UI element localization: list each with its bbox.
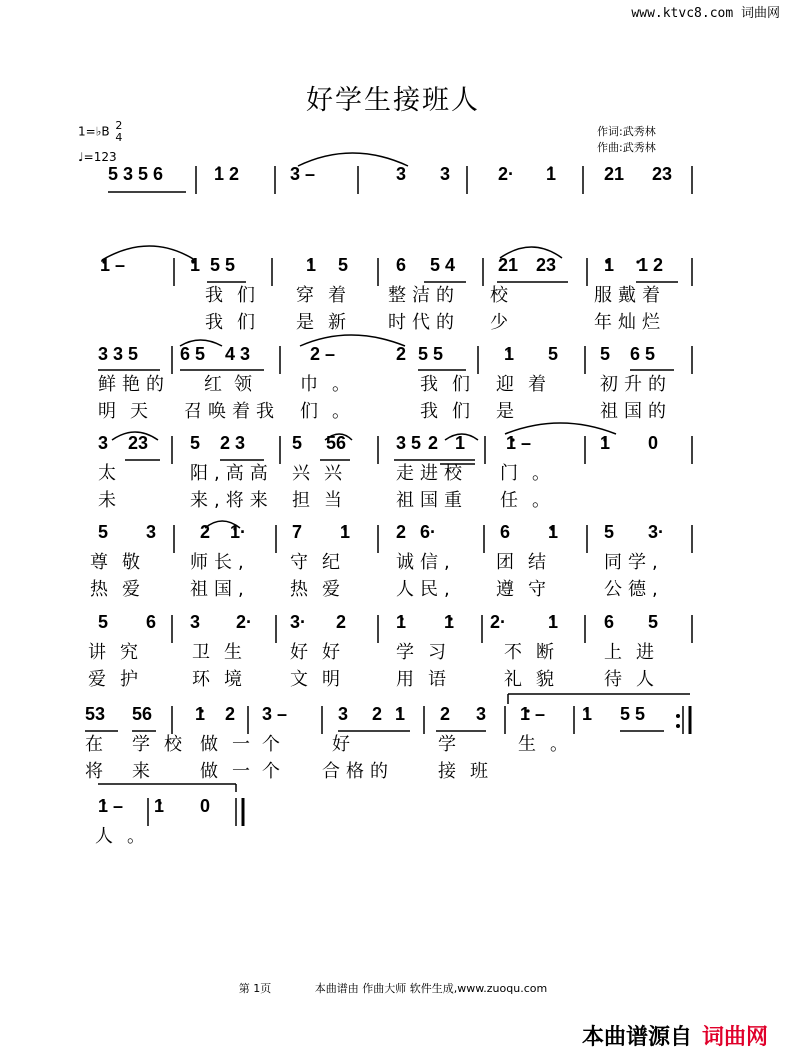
- lyric-word: 初升的: [600, 374, 672, 395]
- lyric-word: 穿着: [296, 285, 360, 306]
- note-group: 1: [546, 164, 557, 184]
- lyric-word: 热爱: [290, 579, 354, 600]
- note-group: 2: [440, 704, 451, 724]
- note-group: 1: [395, 704, 406, 724]
- note-group: 1: [548, 612, 559, 632]
- note-group: 1: [455, 433, 466, 453]
- lyric-word: 接班: [438, 761, 502, 782]
- note-group: 5 4: [430, 255, 456, 275]
- lyric-word: 团结: [496, 552, 560, 573]
- note-group: 1 2: [638, 255, 664, 275]
- note-group: 1 2: [214, 164, 240, 184]
- note-group: 7: [292, 522, 303, 542]
- note-group: 2·: [490, 612, 507, 632]
- lyric-word: 用语: [396, 669, 460, 690]
- lyric-word: 年灿烂: [594, 312, 666, 333]
- lyric-word: 人。: [95, 826, 159, 847]
- lyric-word: 服戴着: [594, 285, 666, 306]
- note-group: 6 5: [180, 344, 206, 364]
- lyric-word: 担当: [292, 490, 356, 511]
- note-group: 5 3 5 6: [108, 164, 164, 184]
- lyric-word: 是: [496, 401, 528, 422]
- lyric-word: 巾。: [300, 374, 364, 395]
- composer: 作曲:武秀林: [597, 141, 656, 154]
- lyric-word: 将: [85, 761, 117, 782]
- lyric-word: 礼貌: [504, 669, 568, 690]
- lyric-word: 尊敬: [90, 552, 154, 573]
- lyric-word: 领: [234, 374, 266, 395]
- lyric-word: 个: [262, 734, 294, 755]
- lyric-word: 阳,高高: [190, 463, 274, 484]
- lyric-word: 走进校: [396, 463, 468, 484]
- note-group: 1: [340, 522, 351, 542]
- note-group: 3·: [290, 612, 307, 632]
- note-group: 2 3: [220, 433, 246, 453]
- lyric-word: 太: [98, 463, 130, 484]
- lyric-word: 召唤着我: [184, 401, 280, 422]
- note-group: 5: [338, 255, 349, 275]
- note-group: 2·: [236, 612, 253, 632]
- note-group: 5: [98, 522, 109, 542]
- note-group: 1: [195, 704, 206, 724]
- lyric-word: 兴兴: [292, 463, 356, 484]
- lyric-word: 学: [438, 734, 470, 755]
- tempo-mark: ♩=123: [78, 150, 117, 164]
- note-group: 6: [146, 612, 157, 632]
- note-group: 6·: [420, 522, 437, 542]
- note-group: 5 5: [210, 255, 236, 275]
- note-group: 3: [440, 164, 451, 184]
- note-group: 3: [146, 522, 157, 542]
- lyric-word: 生。: [518, 734, 582, 755]
- note-group: 2: [225, 704, 236, 724]
- note-group: 6: [396, 255, 407, 275]
- lyric-word: 我们: [420, 374, 484, 395]
- note-group: 5 5: [620, 704, 646, 724]
- lyric-word: 来: [132, 761, 164, 782]
- note-group: 1: [604, 255, 615, 275]
- lyric-word: 遵守: [496, 579, 560, 600]
- note-group: 1: [306, 255, 317, 275]
- note-group: 2: [396, 344, 407, 364]
- lyric-word: 校: [490, 285, 522, 306]
- note-group: 1: [582, 704, 593, 724]
- lyric-word: 不断: [504, 642, 568, 663]
- lyric-word: 是新: [296, 312, 360, 333]
- page-number: 第 1页: [238, 982, 272, 995]
- lyric-word: 好: [332, 734, 364, 755]
- lyric-word: 诚信,: [396, 552, 456, 573]
- note-group: 2: [428, 433, 439, 453]
- note-group: 5 5: [418, 344, 444, 364]
- note-group: 5: [600, 344, 611, 364]
- lyric-word: 好好: [290, 642, 354, 663]
- lyric-word: 待人: [604, 669, 668, 690]
- note-group: 5: [326, 433, 337, 453]
- note-group: 1: [190, 255, 201, 275]
- note-group: 3 –: [290, 164, 316, 184]
- note-group: 5: [98, 612, 109, 632]
- lyric-word: 上进: [604, 642, 668, 663]
- note-group: 1·: [230, 522, 247, 542]
- note-group: 5: [190, 433, 201, 453]
- note-group: 1: [154, 796, 165, 816]
- note-group: 3 3 5: [98, 344, 139, 364]
- note-group: 6 5: [630, 344, 656, 364]
- note-group: 1 –: [506, 433, 532, 453]
- lyric-word: 整洁的: [388, 285, 460, 306]
- note-group: 23: [536, 255, 557, 275]
- note-group: 1: [444, 612, 455, 632]
- lyric-word: 师长,: [190, 552, 250, 573]
- brand-banner[interactable]: [582, 1020, 768, 1051]
- note-group: 3 5: [396, 433, 422, 453]
- lyric-word: 明天: [98, 401, 162, 422]
- note-group: 21: [604, 164, 625, 184]
- note-group: 5: [604, 522, 615, 542]
- note-group: 3: [396, 164, 407, 184]
- lyric-word: 守纪: [290, 552, 354, 573]
- lyric-word: 环境: [192, 669, 256, 690]
- page-footer: [0, 980, 786, 996]
- lyric-word: 迎着: [496, 374, 560, 395]
- lyricist: 作词:武秀林: [597, 125, 656, 138]
- note-group: 0: [200, 796, 211, 816]
- lyric-word: 合格的: [322, 761, 394, 782]
- lyric-word: 少: [490, 312, 522, 333]
- lyric-word: 未: [98, 490, 130, 511]
- note-group: 0: [648, 433, 659, 453]
- lyric-word: 公德,: [604, 579, 664, 600]
- note-group: 1 –: [520, 704, 546, 724]
- note-group: 56: [132, 704, 153, 724]
- lyric-word: 文明: [290, 669, 354, 690]
- lyric-word: 做一: [200, 761, 264, 782]
- note-group: 5: [548, 344, 559, 364]
- lyric-word: 学校: [132, 734, 196, 755]
- lyric-word: 卫生: [192, 642, 256, 663]
- note-group: 3: [98, 433, 109, 453]
- lyric-word: 来,将来: [190, 490, 274, 511]
- lyric-word: 讲究: [88, 642, 152, 663]
- note-group: 5: [292, 433, 303, 453]
- lyric-word: 做一: [200, 734, 264, 755]
- lyric-word: 们。: [300, 401, 364, 422]
- note-group: 1: [548, 522, 559, 542]
- note-group: 3 –: [262, 704, 288, 724]
- lyric-word: 门。: [500, 463, 564, 484]
- note-group: 2: [200, 522, 211, 542]
- note-group: 21: [498, 255, 519, 275]
- lyric-word: 祖国,: [190, 579, 250, 600]
- lyric-word: 鲜艳的: [98, 374, 170, 395]
- note-group: 3: [338, 704, 349, 724]
- lyric-word: 个: [262, 761, 294, 782]
- lyric-word: 我们: [420, 401, 484, 422]
- note-group: 2: [396, 522, 407, 542]
- lyric-word: 爱护: [88, 669, 152, 690]
- note-group: 53: [85, 704, 106, 724]
- lyric-word: 我们: [205, 312, 269, 333]
- lyric-word: 我们: [205, 285, 269, 306]
- brand-site[interactable]: 词曲网: [701, 1025, 768, 1050]
- lyric-word: 学习: [396, 642, 460, 663]
- note-group: 5: [648, 612, 659, 632]
- note-group: 6: [336, 433, 347, 453]
- note-group: 3: [476, 704, 487, 724]
- lyric-word: 热爱: [90, 579, 154, 600]
- note-group: 1: [600, 433, 611, 453]
- lyric-word: 在: [85, 734, 117, 755]
- time-bottom: 4: [115, 131, 123, 144]
- key-label: 1=♭B: [78, 124, 110, 139]
- lyric-word: 时代的: [388, 312, 460, 333]
- footer-text: 本曲谱由 作曲大师 软件生成,www.zuoqu.com: [314, 982, 548, 995]
- note-group: 1 –: [98, 796, 124, 816]
- note-group: 2 –: [310, 344, 336, 364]
- note-group: 3: [190, 612, 201, 632]
- lyric-word: 红: [204, 374, 236, 395]
- site-url[interactable]: www.ktvc8.com 词曲网: [631, 6, 780, 21]
- lyric-word: 同学,: [604, 552, 664, 573]
- note-group: 2·: [498, 164, 515, 184]
- note-group: 6: [500, 522, 511, 542]
- lyric-word: 祖国重: [396, 490, 468, 511]
- note-group: 2: [336, 612, 347, 632]
- time-top: 2: [115, 119, 123, 132]
- note-group: 1: [504, 344, 515, 364]
- note-group: 3·: [648, 522, 665, 542]
- note-group: 2: [372, 704, 383, 724]
- note-group: 6: [604, 612, 615, 632]
- note-group: 23: [128, 433, 149, 453]
- note-group: 23: [652, 164, 673, 184]
- note-group: 1: [396, 612, 407, 632]
- lyric-word: 人民,: [396, 579, 456, 600]
- brand-text: 本曲谱源自: [581, 1025, 692, 1050]
- lyric-word: 祖国的: [600, 401, 672, 422]
- song-title: 好学生接班人: [306, 85, 480, 116]
- lyric-word: 任。: [500, 490, 564, 511]
- note-group: 4 3: [225, 344, 251, 364]
- note-group: 1 –: [100, 255, 126, 275]
